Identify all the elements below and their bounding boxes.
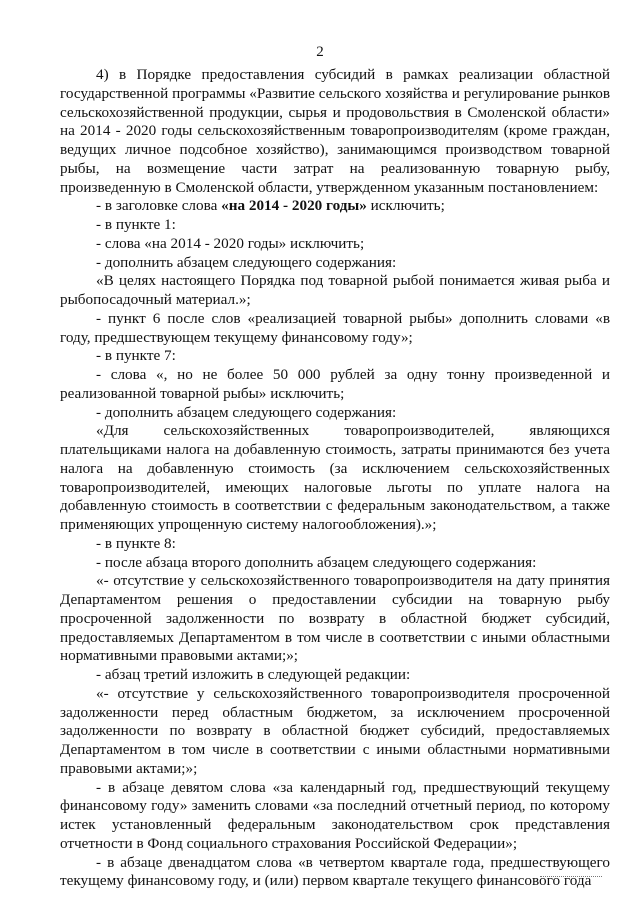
paragraph-clause-6: - пункт 6 после слов «реализацией товарной рыбы» дополнить словами «в году, предшествующем текущему финансовому году»;	[60, 309, 610, 346]
scan-dotted-mark	[540, 876, 602, 877]
document-body	[60, 66, 610, 891]
paragraph-quote-vat: «Для сельскохозяйственных товаропроизводителей, являющихся плательщиками налога на добавленную стоимость, затраты принимаются без учета налога на добавленную стоимость (за исключением сельскохозяйственных товаропроизводителей, имеющих налоговые льготы по уплате налога на добавленную стоимость в соответствии с федеральным законодательством, а также применяющих упрощенную систему налогообложения).»;	[60, 422, 610, 533]
paragraph-words-removed: - слова «на 2014 - 2020 годы» исключить;	[96, 234, 365, 252]
paragraph-clause-7: - в пункте 7:	[96, 347, 176, 365]
paragraph-ninth-abstract: - в абзаце девятом слова «за календарный год, предшествующий текущему финансовому году» заменить словами «за последний отчетный период, по которому истек установленный федеральным законодательством срок представления отчетности в Фонд социального страхования Российской Федерации»;	[60, 778, 610, 852]
paragraph-text: - в заголовке слова	[96, 197, 222, 215]
bold-phrase: «на 2014 - 2020 годы»	[221, 197, 367, 215]
paragraph-quote-debt-2: «- отсутствие у сельскохозяйственного товаропроизводителя просроченной задолженности перед областным бюджетом, за исключением просроченной задолженности по возврату в областной бюджет субсидий, предоставляемых Департаментом в том числе в соответствии с иными областными нормативными правовыми актами;»;	[60, 684, 610, 777]
paragraph-words-50000: - слова «, но не более 50 000 рублей за одну тонну произведенной и реализованной товарной рыбы» исключить;	[60, 366, 610, 402]
paragraph-third-abstract: - абзац третий изложить в следующей редакции:	[96, 666, 411, 683]
paragraph-amendment-4-intro: 4) в Порядке предоставления субсидий в рамках реализации областной государственной программы «Развитие сельского хозяйства и регулирование рынков сельскохозяйственной продукции, сырья и продовольствия в Смоленской области» на 2014 - 2020 годы сельскохозяйственным товаропроизводителям (кроме граждан, ведущих личное подсобное хозяйство), занимающимся производством товарной рыбы, на возмещение части затрат на реализованную товарную рыбу, произведенную в Смоленской области, утвержденном указанным постановлением:	[60, 66, 610, 196]
paragraph-clause-8: - в пункте 8:	[96, 534, 176, 552]
paragraph-quote-debt-1: «- отсутствие у сельскохозяйственного товаропроизводителя на дату принятия Департаментом решения о предоставлении субсидии на товарную рыбу просроченной задолженности по возврату в областной бюджет субсидий, предоставляемых Департаментом в том числе в соответствии с иными областными нормативными правовыми актами;»;	[60, 572, 610, 665]
paragraph-clause-1: - в пункте 1:	[96, 216, 176, 233]
paragraph-title-change	[60, 197, 610, 216]
paragraph-add-abstract-2: - дополнить абзацем следующего содержания:	[96, 403, 397, 421]
paragraph-quote-fish: «В целях настоящего Порядка под товарной рыбой понимается живая рыба и рыбопосадочный материал.»;	[60, 272, 610, 308]
paragraph-twelfth-abstract: - в абзаце двенадцатом слова «в четвертом квартале года, предшествующего текущему финансовому году, и (или) первом квартале текущего финансового года	[60, 853, 610, 890]
paragraph-add-abstract: - дополнить абзацем следующего содержания:	[96, 253, 397, 271]
paragraph-text: исключить;	[366, 197, 445, 215]
paragraph-after-second: - после абзаца второго дополнить абзацем следующего содержания:	[96, 553, 537, 571]
page-number: 2	[316, 44, 324, 60]
